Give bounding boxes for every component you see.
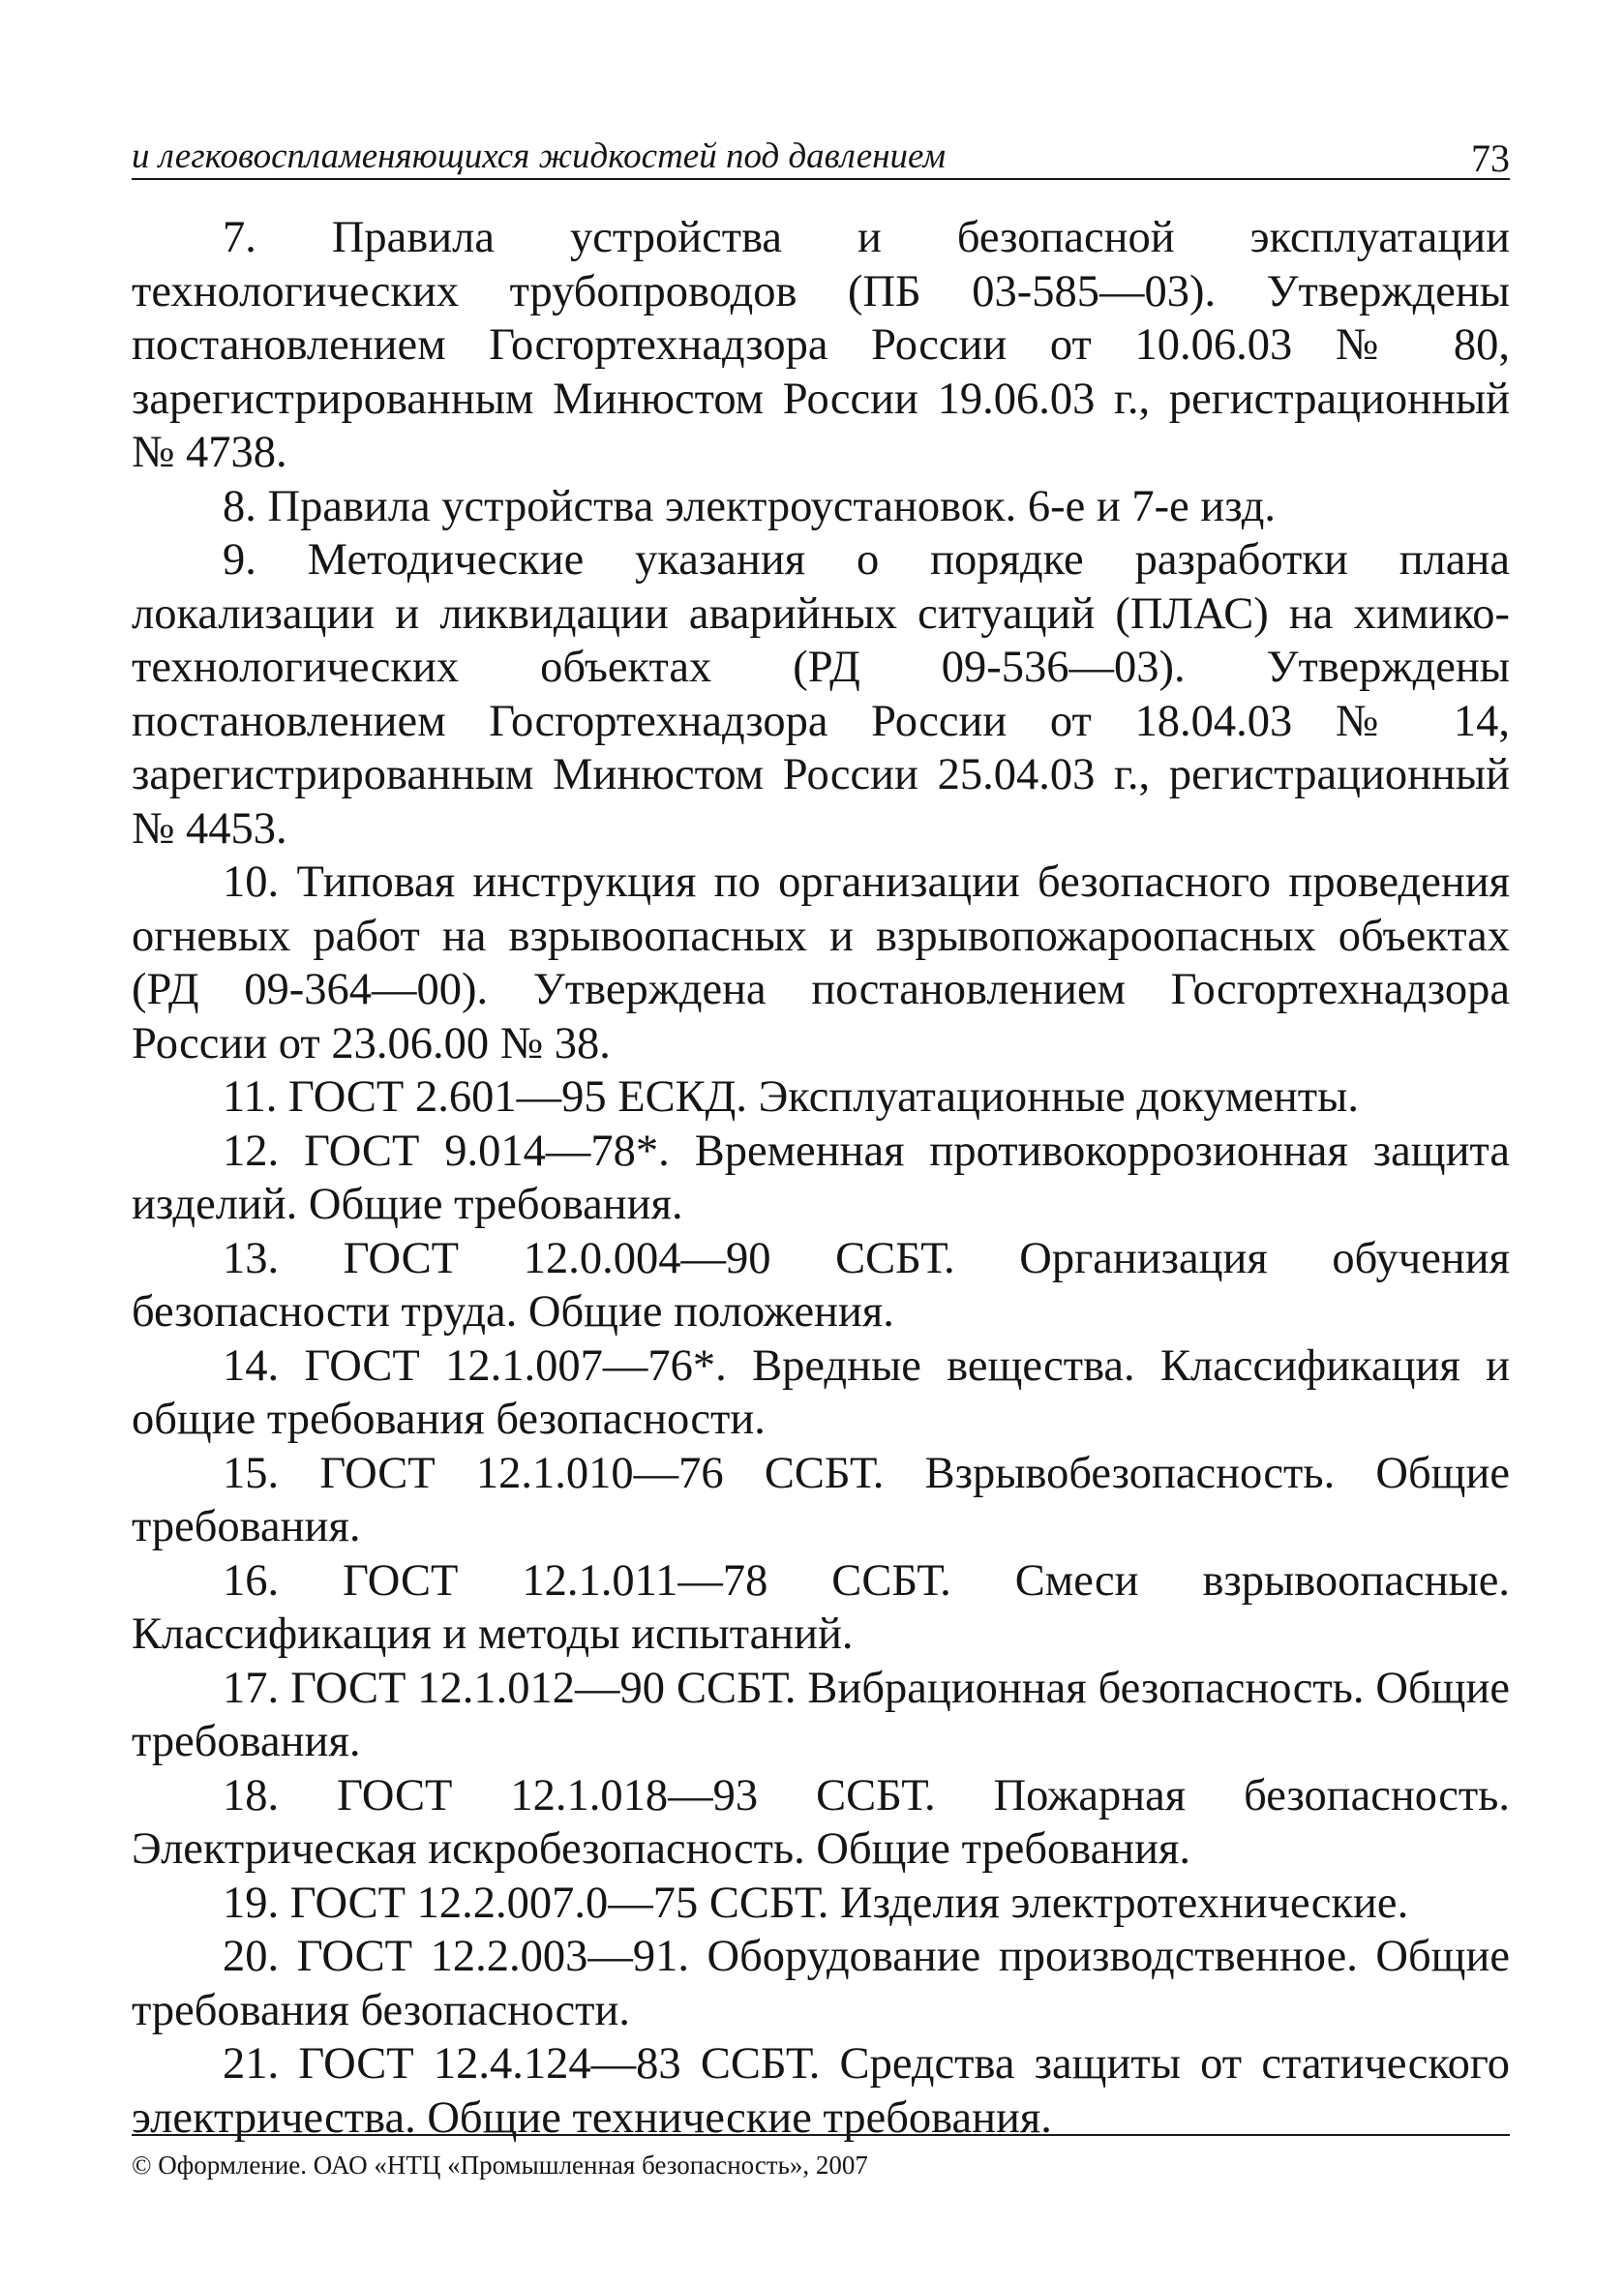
list-item: 7. Правила устройства и безопасной эксплуатации технологических трубопроводов (ПБ 03-585—03). Утверждены постановлением Госгортехнадзора России от 10.06.03 № 80, зарегистрированным Минюстом России 19.06.03 г., регистрационный № 4738. bbox=[132, 213, 1510, 477]
list-item: 19. ГОСТ 12.2.007.0—75 ССБТ. Изделия электротехнические. bbox=[223, 1878, 1409, 1928]
list-item: 12. ГОСТ 9.014—78*. Временная противокоррозионная защита изделий. Общие требования. bbox=[132, 1126, 1510, 1229]
list-item: 11. ГОСТ 2.601—95 ЕСКД. Эксплуатационные документы. bbox=[223, 1072, 1359, 1122]
list-item: 21. ГОСТ 12.4.124—83 ССБТ. Средства защиты от статического электричества. Общие технические требования. bbox=[132, 2039, 1510, 2143]
running-title: и легковоспламеняющихся жидкостей под давлением bbox=[132, 136, 947, 176]
list-item: 13. ГОСТ 12.0.004—90 ССБТ. Организация обучения безопасности труда. Общие положения. bbox=[132, 1233, 1510, 1337]
list-item: 17. ГОСТ 12.1.012—90 ССБТ. Вибрационная безопасность. Общие требования. bbox=[132, 1663, 1510, 1766]
reference-list bbox=[132, 211, 1510, 2145]
list-item: 16. ГОСТ 12.1.011—78 ССБТ. Смеси взрывоопасные. Классификация и методы испытаний. bbox=[132, 1555, 1510, 1659]
footer-divider bbox=[132, 2134, 1510, 2136]
list-item: 10. Типовая инструкция по организации безопасного проведения огневых работ на взрывоопасных и взрывопожароопасных объектах (РД 09-364—00). Утверждена постановлением Госгортехнадзора России от 23.06.00 № 38. bbox=[132, 857, 1510, 1068]
running-header bbox=[132, 128, 1510, 180]
list-item: 15. ГОСТ 12.1.010—76 ССБТ. Взрывобезопасность. Общие требования. bbox=[132, 1448, 1510, 1551]
list-item: 20. ГОСТ 12.2.003—91. Оборудование производственное. Общие требования безопасности. bbox=[132, 1932, 1510, 2035]
footer-copyright: © Оформление. ОАО «НТЦ «Промышленная безопасность», 2007 bbox=[132, 2151, 868, 2180]
list-item: 14. ГОСТ 12.1.007—76*. Вредные вещества. Классификация и общие требования безопасности. bbox=[132, 1340, 1510, 1444]
list-item: 18. ГОСТ 12.1.018—93 ССБТ. Пожарная безопасность. Электрическая искробезопасность. Общие требования. bbox=[132, 1770, 1510, 1874]
list-item: 8. Правила устройства электроустановок. 6-е и 7-е изд. bbox=[223, 481, 1277, 531]
page-number: 73 bbox=[1471, 136, 1510, 180]
list-item: 9. Методические указания о порядке разработки плана локализации и ликвидации аварийных ситуаций (ПЛАС) на химико-технологических объектах (РД 09-536—03). Утверждены постановлением Госгортехнадзора России от 18.04.03 № 14, зарегистрированным Минюстом России 25.04.03 г., регистрационный № 4453. bbox=[132, 535, 1510, 854]
